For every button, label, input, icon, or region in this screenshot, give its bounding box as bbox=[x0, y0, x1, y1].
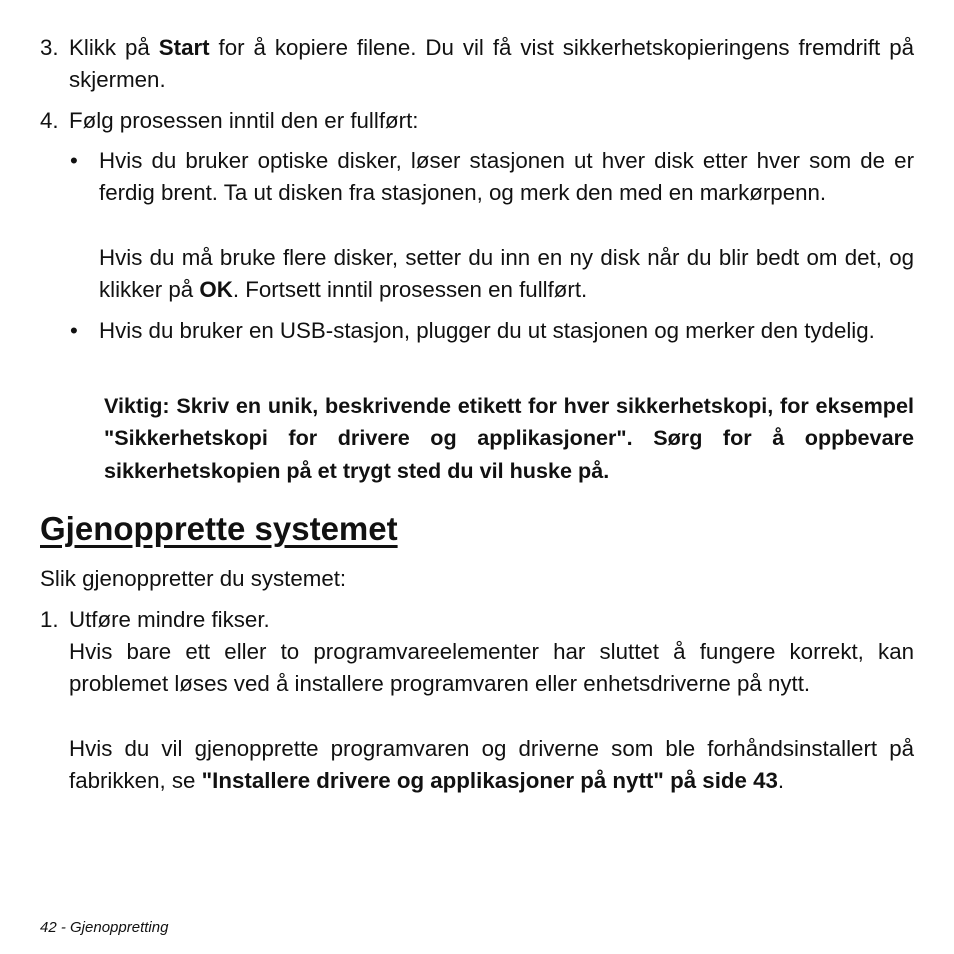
restore-step-para-1: Hvis bare ett eller to programvareelementer har sluttet å fungere korrekt, kan problemet løses ved å installere programvaren eller enhetsdriverne på nytt. bbox=[69, 639, 914, 697]
para-text-part: Hvis du vil gjenopprette programvaren og driverne som ble forhåndsinstallert på fabrikken, se bbox=[69, 736, 914, 794]
bullet-mark: • bbox=[70, 318, 78, 343]
section-heading: Gjenopprette systemet bbox=[40, 510, 398, 547]
start-keyword: Start bbox=[158, 35, 210, 60]
ok-keyword: OK bbox=[199, 277, 233, 303]
bullet-mark: • bbox=[70, 148, 78, 173]
step-4-text: Følg prosessen inntil den er fullført: bbox=[69, 108, 419, 133]
step-number: 1. bbox=[40, 607, 59, 632]
important-note: Viktig: Skriv en unik, beskrivende etikett for hver sikkerhetskopi, for eksempel "Sikkerhetskopi for drivere og applikasjoner". Sørg for å oppbevare sikkerhetskopien på et trygt sted du vil huske på. bbox=[104, 393, 914, 483]
para-text-part: . bbox=[777, 768, 785, 794]
bullet-optical-text-2 bbox=[99, 242, 914, 307]
bullet-text-part: . Fortsett inntil prosessen en fullført. bbox=[232, 277, 588, 303]
intro-text: Slik gjenoppretter du systemet: bbox=[40, 566, 347, 591]
restore-step-para-2 bbox=[69, 733, 914, 798]
step-number: 3. bbox=[40, 35, 59, 60]
bullet-optical-text: Hvis du bruker optiske disker, løser stasjonen ut hver disk etter hver som de er ferdig brent. Ta ut disken fra stasjonen, og merk den med en markørpenn. bbox=[99, 148, 914, 206]
step-3-text-part: for å kopiere filene. Du vil få vist sikkerhetskopieringens fremdrift på skjermen. bbox=[69, 35, 914, 93]
step-number: 4. bbox=[40, 108, 59, 133]
step-3-text-part: Klikk på bbox=[69, 35, 159, 60]
restore-step-title: Utføre mindre fikser. bbox=[69, 607, 270, 632]
bullet-text-part: Hvis du må bruke flere disker, setter du inn en ny disk når du blir bedt om det, og klikker på bbox=[99, 245, 914, 303]
cross-reference-link[interactable]: "Installere drivere og applikasjoner på nytt" på side 43 bbox=[201, 768, 778, 794]
step-3-text bbox=[69, 32, 914, 97]
bullet-usb-text: Hvis du bruker en USB-stasjon, plugger du ut stasjonen og merker den tydelig. bbox=[99, 318, 875, 343]
page-footer: 42 - Gjenoppretting bbox=[40, 919, 169, 936]
